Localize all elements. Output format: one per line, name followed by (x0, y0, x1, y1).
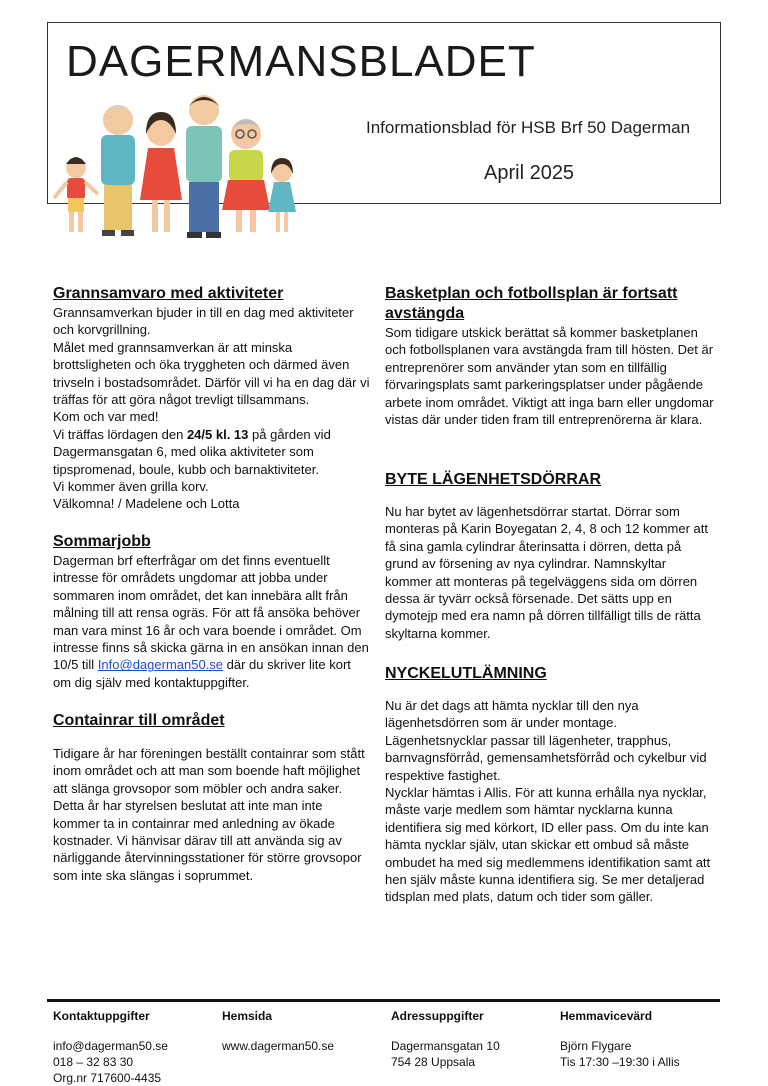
article-nycklar (385, 664, 715, 906)
mother-figure (140, 112, 182, 232)
event-time: 24/5 kl. 13 (186, 426, 249, 442)
article-body: Tidigare år har föreningen beställt containrar som stått inom området och att man som boende haft möjlighet att slänga grovsopor som möbler och andra saker. Detta år har styrelsen beslutat att inte man inte kommer ta in containrar med anledning av ökade kostnader. Vi hänvisar därav till att använda sig av närliggande återvinningsstationer för större grovsopor som inte ska slängas i soprummet. (53, 746, 365, 883)
footer-heading: Kontaktuppgifter (53, 1009, 150, 1023)
footer-caretaker-name: Björn Flygare (560, 1039, 632, 1053)
body-text: Grannsamverkan bjuder in till en dag med aktiviteter och korvgrillning. Målet med grannsamverkan är att minska brottsligheten och öka tryggheten och därmed även trivseln i bostadsområdet. Därför vill vi ha en dag där vi träffas för att göra något trevligt tillsammans. Kom och var med! Vi träffas lördagen den (53, 305, 370, 442)
article-heading: Containrar till området (53, 712, 225, 729)
article-grannsamvaro (53, 284, 371, 513)
article-body (53, 304, 371, 513)
family-illustration-icon (46, 90, 306, 242)
article-body: Nu har bytet av lägenhetsdörrar startat. Dörrar som monteras på Karin Boyegatan 2, 4, 8 och 12 kommer att få sina gamla cylindrar återinsatta i dörren, detta på grund av försening av nya cylindrar. Namnskyltar kommer att monteras på tegelväggens sida om dörren dessa är tyvärr också försenade. Det sätts upp en dymotejp med era namn på dörren tillfälligt tills de rätta skyltarna kommer. (385, 504, 709, 641)
email-link[interactable]: Info@dagerman50.se (97, 657, 224, 673)
footer-orgnr: Org.nr 717600-4435 (53, 1071, 162, 1085)
body-text: på gården vid Dagermansgatan 6, med olika aktiviteter som tipspromenad, boule, kubb och barnaktiviteter. Vi kommer även grilla korv. Välkomna! / Madelene och Lotta (53, 426, 331, 512)
footer-email: info@dagerman50.se (53, 1039, 168, 1053)
article-heading: Grannsamvaro med aktiviteter (53, 285, 284, 302)
article-heading: Sommarjobb (53, 533, 151, 550)
grandmother-figure (222, 119, 270, 232)
article-containrar (53, 711, 371, 884)
footer-caretaker-hours: Tis 17:30 –19:30 i Allis (560, 1055, 680, 1069)
article-body: Som tidigare utskick berättat så kommer basketplanen och fotbollsplanen vara avstängda fram till hösten. Det är entreprenörer som använder ytan som en tillfällig förvaringsplats samt parkeringsplatser under pågående arbete inom området. Viktigt att inga barn eller ungdomar vistas där under tiden fram till entreprenörerna är klara. (385, 325, 714, 428)
body-text: där du skriver lite kort om dig själv med kontaktuppgifter. (53, 657, 351, 690)
child-girl-figure (268, 158, 296, 232)
body-text: Dagerman brf efterfrågar om det finns eventuellt intresse för områdets ungdomar att jobba under sommaren inom området, det kan innebära allt från målning till att rensa ogräs. För att få ansöka behöver man vara minst 16 år och vara boende i området. Om intresse finns så skicka gärna in en ansökan innan den 10/5 till (53, 553, 369, 673)
article-heading: Basketplan och fotbollsplan är fortsatt avstängda (385, 285, 678, 322)
footer-website-url: www.dagerman50.se (222, 1039, 335, 1053)
article-heading: BYTE LÄGENHETSDÖRRAR (385, 471, 602, 488)
issue-date: April 2025 (484, 162, 575, 184)
footer-heading: Hemsida (222, 1009, 273, 1023)
article-heading: NYCKELUTLÄMNING (385, 665, 547, 682)
footer-street: Dagermansgatan 10 (391, 1039, 500, 1053)
footer-contact (53, 1008, 218, 1086)
footer-caretaker (560, 1008, 725, 1070)
father-figure (186, 95, 222, 238)
grandfather-figure (101, 105, 135, 236)
footer-website (222, 1008, 387, 1054)
article-basketplan (385, 284, 715, 428)
article-body: Nu är det dags att hämta nycklar till den nya lägenhetsdörren som är under montage. Lägenhetsnycklar passar till lägenheter, trapphus, barnvagnsförråd, gemensamhetsförråd och cykelbur vid respektive fastighet. Nycklar hämtas i Allis. För att kunna erhålla nya nycklar, måste varje medlem som hämtar nycklarna kunna identifiera sig med körkort, ID eller pass. Om du inte kan hämta nycklar själv, utan skickar ett ombud så måste ombudet ha med sig medlemmens identifikation samt att hen själv måste kunna identifiera sig. Se mer detaljerad tidsplan med plats, datum och tider som gäller. (385, 698, 711, 905)
article-body (53, 552, 371, 691)
footer-postal: 754 28 Uppsala (391, 1055, 476, 1069)
article-sommarjobb (53, 532, 371, 691)
footer-heading: Hemmavicevärd (560, 1009, 653, 1023)
footer-phone: 018 – 32 83 30 (53, 1055, 134, 1069)
newsletter-subtitle: Informationsblad för HSB Brf 50 Dagerman (366, 118, 691, 137)
footer-divider (47, 999, 720, 1002)
masthead-title: DAGERMANSBLADET (66, 37, 536, 86)
article-dorrar (385, 470, 715, 642)
footer-heading: Adressuppgifter (391, 1009, 484, 1023)
child-boy-figure (54, 157, 98, 232)
footer-address (391, 1008, 556, 1070)
